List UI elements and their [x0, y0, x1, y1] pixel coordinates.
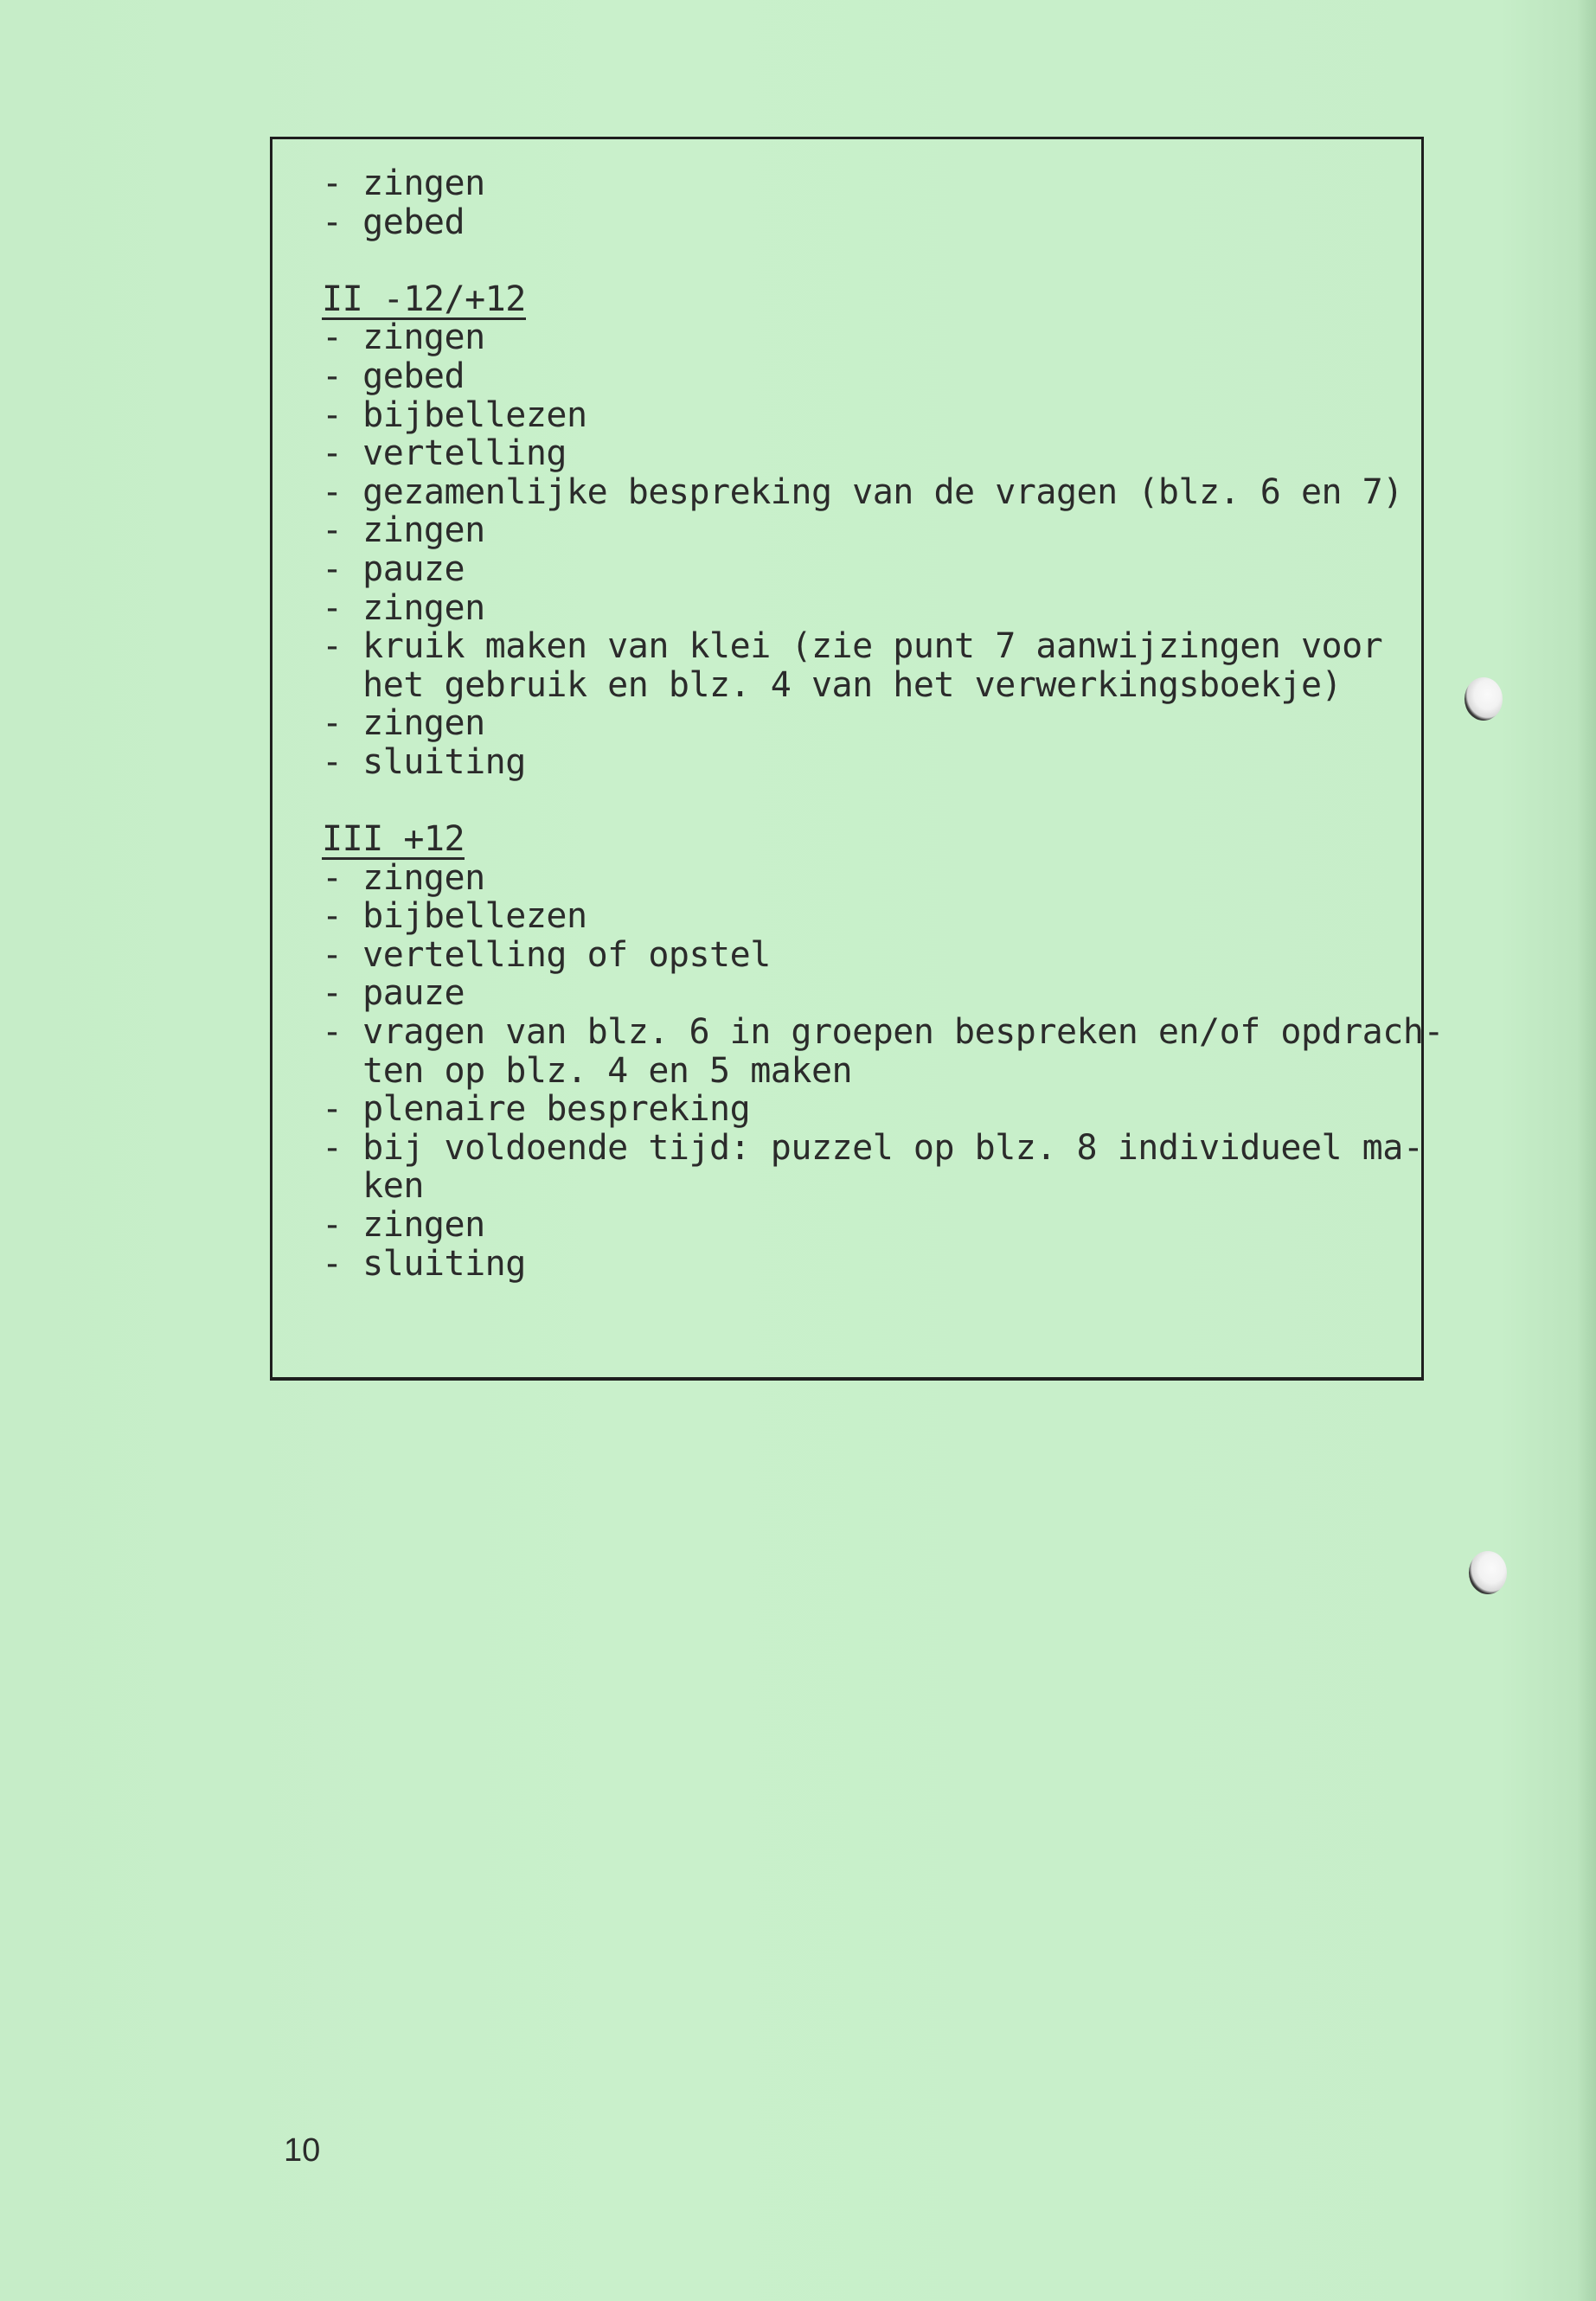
list-item: - zingen	[322, 163, 485, 203]
punch-hole-bottom	[1469, 1551, 1507, 1594]
list-item: - kruik maken van klei (zie punt 7 aanwijzingen voor	[322, 626, 1383, 667]
list-item: - sluiting	[322, 741, 526, 782]
list-item: - sluiting	[322, 1243, 526, 1284]
list-item: ten op blz. 4 en 5 maken	[322, 1050, 853, 1091]
list-item: - zingen	[322, 317, 485, 358]
list-item: - gebed	[322, 356, 465, 396]
blank-line	[322, 782, 1403, 821]
page-number: 10	[284, 2132, 321, 2169]
list-item: - zingen	[322, 1205, 485, 1246]
page-edge-shadow	[1577, 0, 1596, 2301]
list-item: - zingen	[322, 703, 485, 744]
list-item: - vertelling of opstel	[322, 934, 771, 975]
section-heading: III +12	[322, 819, 465, 860]
schedule-text	[322, 163, 1445, 1284]
section-heading-row	[322, 280, 1403, 319]
list-item: - pauze	[322, 548, 465, 589]
list-item: - bijbellezen	[322, 896, 587, 937]
punch-hole-top	[1465, 677, 1503, 721]
list-item: - zingen	[322, 857, 485, 898]
list-item: - gebed	[322, 202, 465, 242]
list-item: - bij voldoende tijd: puzzel op blz. 8 individueel ma-	[322, 1127, 1424, 1168]
list-item: het gebruik en blz. 4 van het verwerkingsboekje)	[322, 664, 1343, 705]
list-item: - vragen van blz. 6 in groepen bespreken en/of opdrach-	[322, 1012, 1445, 1053]
blank-line	[322, 241, 1403, 280]
section-heading: II -12/+12	[322, 279, 526, 319]
list-item: - pauze	[322, 973, 465, 1014]
section-heading-row	[322, 820, 1403, 859]
list-item: - vertelling	[322, 433, 567, 474]
list-item: - bijbellezen	[322, 394, 587, 435]
list-item: - zingen	[322, 510, 485, 551]
list-item: - zingen	[322, 587, 485, 628]
list-item: ken	[322, 1166, 424, 1207]
list-item: - gezamenlijke bespreking van de vragen (blz. 6 en 7)	[322, 471, 1403, 512]
list-item: - plenaire bespreking	[322, 1089, 751, 1130]
